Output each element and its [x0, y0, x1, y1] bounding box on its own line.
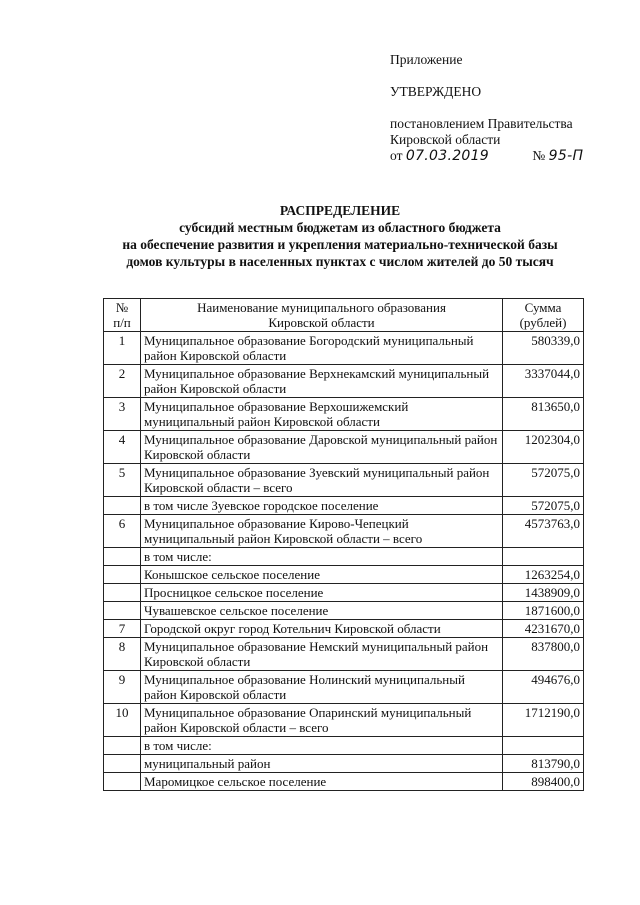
number-prefix: №: [532, 148, 546, 163]
row-number: [104, 737, 141, 755]
row-number: 2: [104, 365, 141, 398]
header-number-line-2: п/п: [113, 315, 131, 330]
table-row: [104, 620, 584, 638]
header-name: [141, 299, 503, 332]
row-number: 1: [104, 332, 141, 365]
row-name: Муниципальное образование Верхошижемский муниципальный район Кировской области: [141, 398, 503, 431]
row-sum: 813650,0: [503, 398, 584, 431]
row-number: 5: [104, 464, 141, 497]
row-name: Муниципальное образование Верхнекамский муниципальный район Кировской области: [141, 365, 503, 398]
row-name: в том числе Зуевское городское поселение: [141, 497, 503, 515]
table-row: [104, 704, 584, 737]
row-number: 7: [104, 620, 141, 638]
row-name: в том числе:: [141, 737, 503, 755]
row-name: Муниципальное образование Немский муниципальный район Кировской области: [141, 638, 503, 671]
decree-date: 07.03.2019: [405, 148, 490, 164]
row-sum: 4573763,0: [503, 515, 584, 548]
header-number: [104, 299, 141, 332]
row-number: [104, 755, 141, 773]
table-row: [104, 431, 584, 464]
decree-line-2: Кировской области: [390, 132, 501, 147]
document-title: [40, 202, 640, 270]
title-line-3: на обеспечение развития и укрепления материально-технической базы: [122, 237, 558, 252]
header-name-line-1: Наименование муниципального образования: [197, 300, 446, 315]
table-row: [104, 365, 584, 398]
row-name: Муниципальное образование Богородский муниципальный район Кировской области: [141, 332, 503, 365]
row-number: [104, 566, 141, 584]
row-sum: 3337044,0: [503, 365, 584, 398]
row-sum: [503, 548, 584, 566]
table-row: [104, 773, 584, 791]
table-row: [104, 548, 584, 566]
header-number-line-1: №: [115, 300, 129, 315]
appendix-label: Приложение: [390, 52, 463, 67]
distribution-table: [103, 298, 584, 791]
row-number: [104, 584, 141, 602]
approved-label: УТВЕРЖДЕНО: [390, 84, 482, 99]
row-number: [104, 602, 141, 620]
row-sum: 1202304,0: [503, 431, 584, 464]
header-sum-line-1: Сумма: [524, 300, 562, 315]
row-name: Чувашевское сельское поселение: [141, 602, 503, 620]
row-number: 6: [104, 515, 141, 548]
table-row: [104, 671, 584, 704]
row-number: [104, 548, 141, 566]
title-line-2: субсидий местным бюджетам из областного бюджета: [179, 220, 501, 235]
row-name: Конышское сельское поселение: [141, 566, 503, 584]
approval-block: [390, 52, 620, 164]
table-row: [104, 737, 584, 755]
row-sum: 898400,0: [503, 773, 584, 791]
row-sum: [503, 737, 584, 755]
row-number: 10: [104, 704, 141, 737]
table-row: [104, 497, 584, 515]
row-sum: 1871600,0: [503, 602, 584, 620]
date-prefix: от: [390, 148, 403, 163]
table-row: [104, 398, 584, 431]
row-sum: 580339,0: [503, 332, 584, 365]
row-sum: 837800,0: [503, 638, 584, 671]
table-row: [104, 584, 584, 602]
row-name: Муниципальное образование Нолинский муниципальный район Кировской области: [141, 671, 503, 704]
row-number: [104, 497, 141, 515]
row-sum: 572075,0: [503, 464, 584, 497]
row-name: Муниципальное образование Кирово-Чепецкий муниципальный район Кировской области – всего: [141, 515, 503, 548]
table-row: [104, 602, 584, 620]
header-sum: [503, 299, 584, 332]
row-name: Муниципальное образование Опаринский муниципальный район Кировской области – всего: [141, 704, 503, 737]
table-row: [104, 332, 584, 365]
table-row: [104, 515, 584, 548]
row-number: 3: [104, 398, 141, 431]
decree-line-1: постановлением Правительства: [390, 116, 573, 131]
decree-date-line: [390, 148, 620, 164]
row-name: муниципальный район: [141, 755, 503, 773]
row-number: [104, 773, 141, 791]
row-number: 4: [104, 431, 141, 464]
title-line-4: домов культуры в населенных пунктах с числом жителей до 50 тысяч: [126, 254, 554, 269]
row-sum: 494676,0: [503, 671, 584, 704]
decree-number: 95-П: [548, 148, 584, 164]
table-row: [104, 755, 584, 773]
table-row: [104, 638, 584, 671]
row-sum: 1438909,0: [503, 584, 584, 602]
table-row: [104, 566, 584, 584]
title-line-1: РАСПРЕДЕЛЕНИЕ: [279, 203, 401, 218]
header-name-line-2: Кировской области: [268, 315, 375, 330]
row-name: в том числе:: [141, 548, 503, 566]
row-name: Муниципальное образование Зуевский муниципальный район Кировской области – всего: [141, 464, 503, 497]
row-name: Просницкое сельское поселение: [141, 584, 503, 602]
row-sum: 813790,0: [503, 755, 584, 773]
row-number: 9: [104, 671, 141, 704]
table-row: [104, 464, 584, 497]
table-header-row: [104, 299, 584, 332]
row-sum: 1263254,0: [503, 566, 584, 584]
row-name: Муниципальное образование Даровской муниципальный район Кировской области: [141, 431, 503, 464]
row-number: 8: [104, 638, 141, 671]
row-sum: 4231670,0: [503, 620, 584, 638]
header-sum-line-2: (рублей): [519, 315, 567, 330]
row-sum: 572075,0: [503, 497, 584, 515]
row-name: Маромицкое сельское поселение: [141, 773, 503, 791]
row-name: Городской округ город Котельнич Кировской области: [141, 620, 503, 638]
row-sum: 1712190,0: [503, 704, 584, 737]
